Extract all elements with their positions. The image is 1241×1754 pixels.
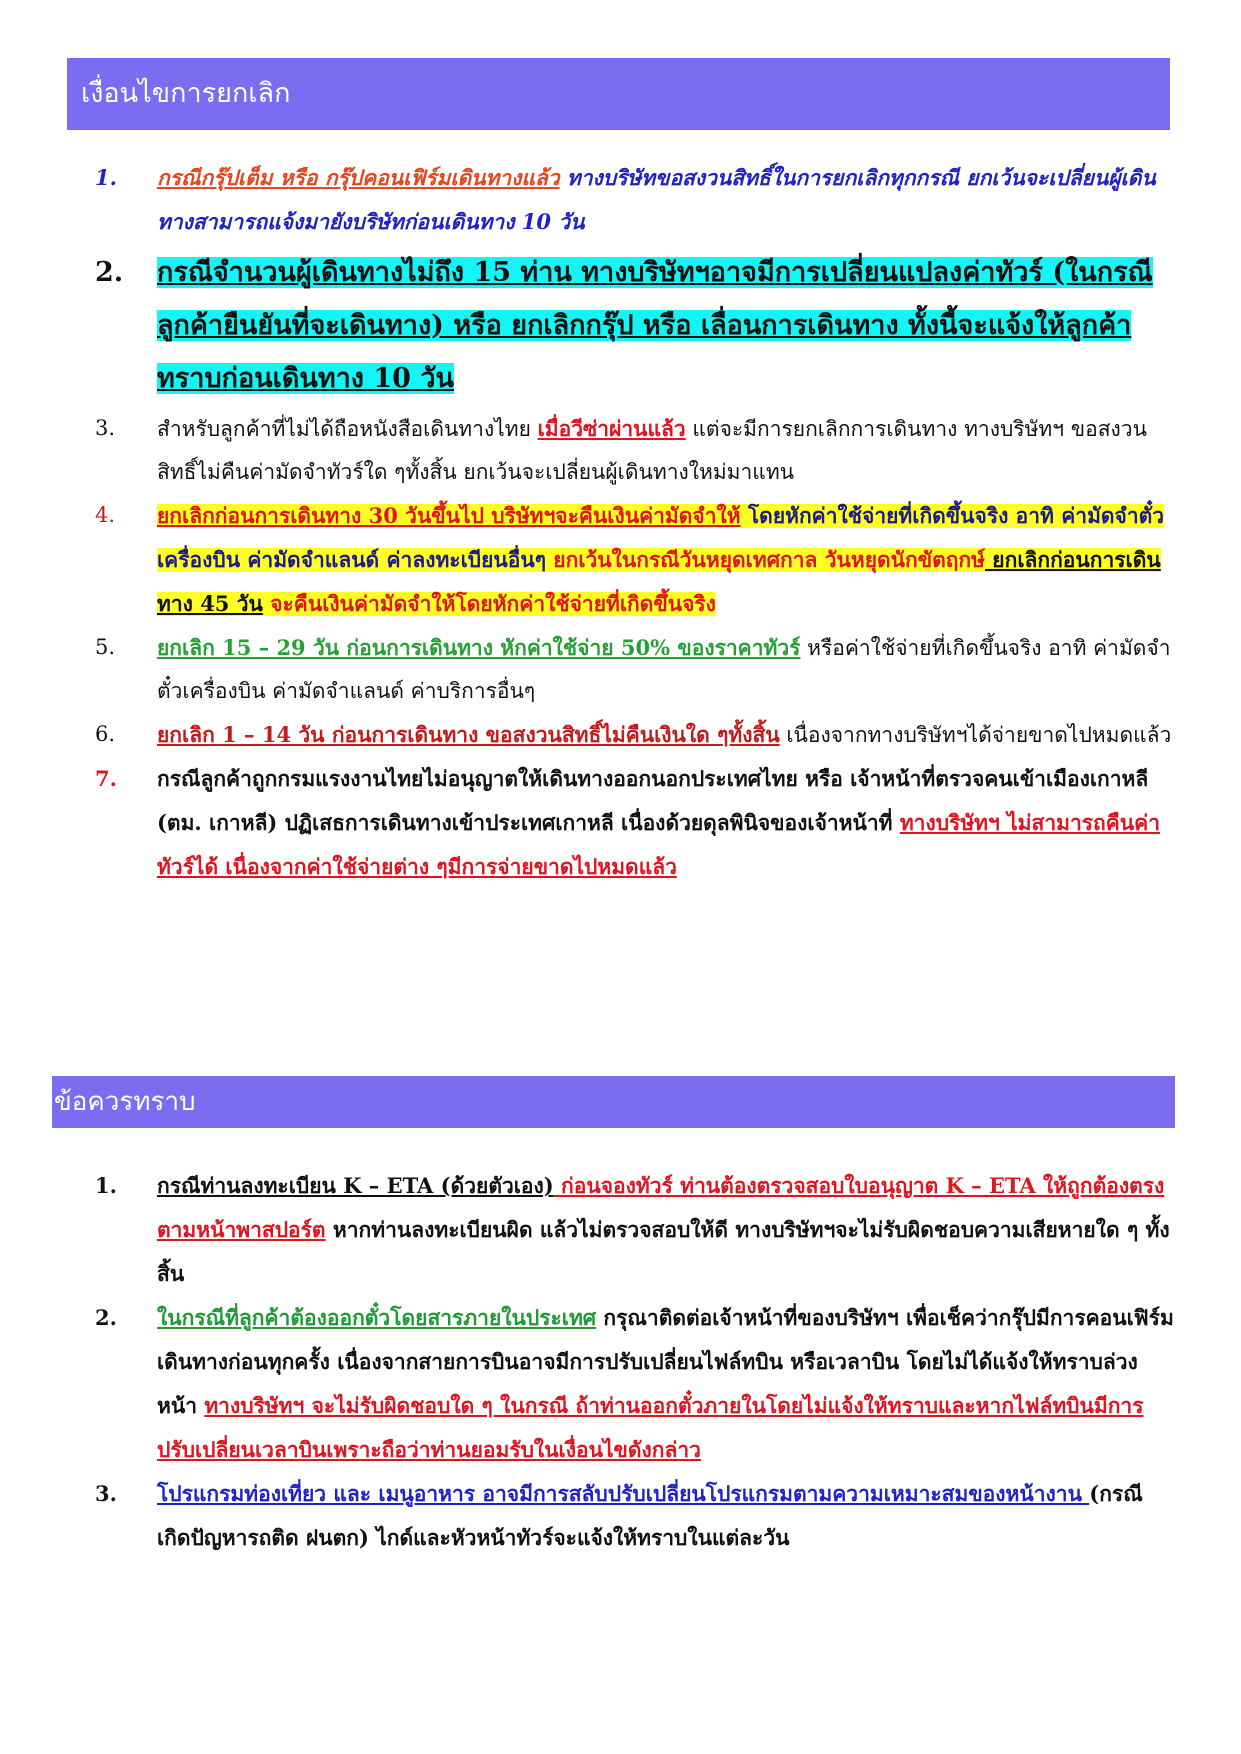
cancellation-header-title: เงื่อนไขการยกเลิก (81, 78, 291, 109)
item-number: 3. (95, 1481, 117, 1506)
list-item: 1. กรณีกรุ๊ปเต็ม หรือ กรุ๊ปคอนเฟิร์มเดินทางแล้ว ทางบริษัทขอสงวนสิทธิ์ในการยกเลิกทุกกรณี ยกเว้นจะเปลี่ยนผู้เดินทางสามารถแจ้งมายังบริษัทก่อนเดินทาง 10 วัน (95, 156, 1175, 244)
item-number: 1. (95, 165, 117, 190)
cancellation-list (95, 156, 1175, 889)
list-item: 2. ในกรณีที่ลูกค้าต้องออกตั๋วโดยสารภายในประเทศ กรุณาติดต่อเจ้าหน้าที่ของบริษัทฯ เพื่อเช็คว่ากรุ๊ปมีการคอนเฟิร์มเดินทางก่อนทุกครั้ง เนื่องจากสายการบินอาจมีการปรับเปลี่ยนไฟล์ทบิน หรือเวลาบิน โดยไม่ได้แจ้งให้ทราบล่วงหน้า ทางบริษัทฯ จะไม่รับผิดชอบใด ๆ ในกรณี ถ้าท่านออกตั๋วภายในโดยไม่แจ้งให้ทราบและหากไฟล์ทบินมีการปรับเปลี่ยนเวลาบินเพราะถือว่าท่านยอมรับในเงื่อนไขดังกล่าว (95, 1296, 1175, 1472)
list-item: 5. ยกเลิก 15 – 29 วัน ก่อนการเดินทาง หักค่าใช้จ่าย 50% ของราคาทัวร์ หรือค่าใช้จ่ายที่เกิดขึ้นจริง อาทิ ค่ามัดจำตั๋วเครื่องบิน ค่ามัดจำแลนด์ ค่าบริการอื่นๆ (95, 626, 1175, 713)
item-number: 3. (95, 416, 116, 440)
item-number: 7. (95, 766, 117, 791)
list-item: 4. ยกเลิกก่อนการเดินทาง 30 วันขึ้นไป บริษัทฯจะคืนเงินค่ามัดจำให้ โดยหักค่าใช้จ่ายที่เกิดขึ้นจริง อาทิ ค่ามัดจำตั๋วเครื่องบิน ค่ามัดจำแลนด์ ค่าลงทะเบียนอื่นๆ ยกเว้นในกรณีวันหยุดเทศกาล วันหยุดนักขัตฤกษ์ ยกเลิกก่อนการเดินทาง 45 วัน จะคืนเงินค่ามัดจำให้โดยหักค่าใช้จ่ายที่เกิดขึ้นจริง (95, 494, 1175, 626)
list-item: 3. โปรแกรมท่องเที่ยว และ เมนูอาหาร อาจมีการสลับปรับเปลี่ยนโปรแกรมตามความเหมาะสมของหน้างาน (กรณีเกิดปัญหารถติด ฝนตก) ไกด์และหัวหน้าทัวร์จะแจ้งให้ทราบในแต่ละวัน (95, 1472, 1175, 1560)
notes-header (52, 1076, 1175, 1128)
notes-list (95, 1164, 1175, 1560)
item-number: 2. (95, 1305, 117, 1330)
list-item: 1. กรณีท่านลงทะเบียน K – ETA (ด้วยตัวเอง) ก่อนจองทัวร์ ท่านต้องตรวจสอบใบอนุญาต K – ETA ให้ถูกต้องตรงตามหน้าพาสปอร์ต หากท่านลงทะเบียนผิด แล้วไม่ตรวจสอบให้ดี ทางบริษัทฯจะไม่รับผิดชอบความเสียหายใด ๆ ทั้งสิ้น (95, 1164, 1175, 1296)
cancellation-header (67, 58, 1170, 130)
list-item: 6. ยกเลิก 1 – 14 วัน ก่อนการเดินทาง ขอสงวนสิทธิ์ไม่คืนเงินใด ๆทั้งสิ้น เนื่องจากทางบริษัทฯได้จ่ายขาดไปหมดแล้ว (95, 713, 1175, 757)
list-item: 2. กรณีจำนวนผู้เดินทางไม่ถึง 15 ท่าน ทางบริษัทฯอาจมีการเปลี่ยนแปลงค่าทัวร์ (ในกรณีลูกค้ายืนยันที่จะเดินทาง) หรือ ยกเลิกกรุ๊ป หรือ เลื่อนการเดินทาง ทั้งนี้จะแจ้งให้ลูกค้าทราบก่อนเดินทาง 10 วัน (95, 246, 1175, 405)
notes-header-title: ข้อควรทราบ (54, 1087, 196, 1117)
item-number: 5. (95, 635, 116, 659)
list-item: 3. สำหรับลูกค้าที่ไม่ได้ถือหนังสือเดินทางไทย เมื่อวีซ่าผ่านแล้ว แต่จะมีการยกเลิกการเดินทาง ทางบริษัทฯ ขอสงวนสิทธิ์ไม่คืนค่ามัดจำทัวร์ใด ๆทั้งสิ้น ยกเว้นจะเปลี่ยนผู้เดินทางใหม่มาแทน (95, 407, 1175, 494)
item-number: 2. (95, 257, 124, 288)
item-number: 1. (95, 1173, 117, 1198)
list-item: 7. กรณีลูกค้าถูกกรมแรงงานไทยไม่อนุญาตให้เดินทางออกนอกประเทศไทย หรือ เจ้าหน้าที่ตรวจคนเข้าเมืองเกาหลี (ตม. เกาหลี) ปฏิเสธการเดินทางเข้าประเทศเกาหลี เนื่องด้วยดุลพินิจของเจ้าหน้าที่ ทางบริษัทฯ ไม่สามารถคืนค่าทัวร์ได้ เนื่องจากค่าใช้จ่ายต่าง ๆมีการจ่ายขาดไปหมดแล้ว (95, 757, 1175, 889)
item-number: 4. (95, 503, 116, 527)
item-number: 6. (95, 722, 116, 746)
